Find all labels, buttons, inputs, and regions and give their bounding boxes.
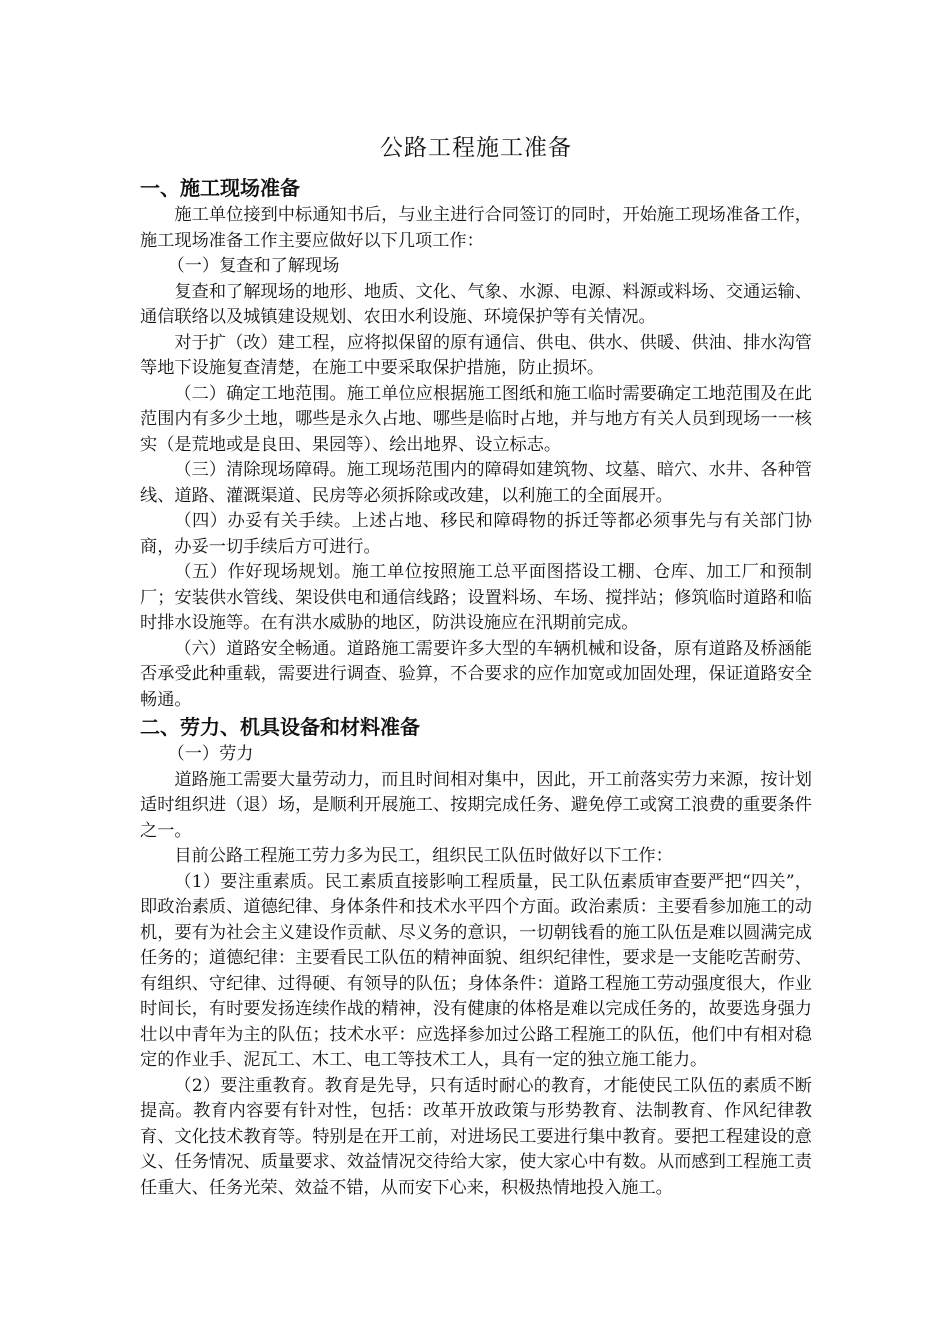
document-title: 公路工程施工准备 [380,135,572,161]
paragraph: （四）办妥有关手续。上述占地、移民和障碍物的拆迁等都必须事先与有关部门协商，办妥一切手续后方可进行。 [140,511,812,557]
paragraph: （三）清除现场障碍。施工现场范围内的障碍如建筑物、坟墓、暗穴、水井、各种管线、道路、灌溉渠道、民房等必须拆除或改建，以利施工的全面展开。 [140,460,812,506]
paragraph: 复查和了解现场的地形、地质、文化、气象、水源、电源、料源或料场、交通运输、通信联络以及城镇建设规划、农田水利设施、环境保护等有关情况。 [140,281,812,327]
subsection-heading: （一）复查和了解现场 [167,256,340,276]
paragraph: （五）作好现场规划。施工单位按照施工总平面图搭设工棚、仓库、加工厂和预制厂；安装供水管线、架设供电和通信线路；设置料场、车场、搅拌站；修筑临时道路和临时排水设施等。在有洪水威胁的地区，防洪设施应在汛期前完成。 [140,562,812,633]
subsection-heading: （一）劳力 [167,744,254,764]
paragraph: （1）要注重素质。民工素质直接影响工程质量，民工队伍素质审查要严把“四关”，即政治素质、道德纪律、身体条件和技术水平四个方面。政治素质：主要看参加施工的动机，要有为社会主义建设作贡献、尽义务的意识，一切朝钱看的施工队伍是难以圆满完成任务的；道德纪律：主要看民工队伍的精神面貌、组织纪律性，要求是一支能吃苦耐劳、有组织、守纪律、过得硬、有领导的队伍；身体条件：道路工程施工劳动强度很大，作业时间长，有时要发扬连续作战的精神，没有健康的体格是难以完成任务的，故要选身强力壮以中青年为主的队伍；技术水平：应选择参加过公路工程施工的队伍，他们中有相对稳定的作业手、泥瓦工、木工、电工等技术工人，具有一定的独立施工能力。 [140,871,812,1070]
paragraph: （六）道路安全畅通。道路施工需要许多大型的车辆机械和设备，原有道路及桥涵能否承受此种重载，需要进行调查、验算，不合要求的应作加宽或加固处理，保证道路安全畅通。 [140,638,812,710]
paragraph: 施工单位接到中标通知书后，与业主进行合同签订的同时，开始施工现场准备工作，施工现场准备工作主要应做好以下几项工作： [140,205,812,251]
paragraph: 目前公路工程施工劳力多为民工，组织民工队伍时做好以下工作： [174,846,673,866]
paragraph: 道路施工需要大量劳动力，而且时间相对集中，因此，开工前落实劳力来源，按计划适时组织进（退）场，是顺利开展施工、按期完成任务、避免停工或窝工浪费的重要条件之一。 [140,769,812,841]
section-heading-labor-equipment: 二、劳力、机具设备和材料准备 [140,715,420,739]
document-page [140,128,812,1201]
section-heading-site-preparation: 一、施工现场准备 [140,176,300,200]
paragraph: 对于扩（改）建工程，应将拟保留的原有通信、供电、供水、供暖、供油、排水沟管等地下设施复查清楚，在施工中要采取保护措施，防止损坏。 [140,332,812,378]
paragraph: （二）确定工地范围。施工单位应根据施工图纸和施工临时需要确定工地范围及在此范围内有多少土地，哪些是永久占地、哪些是临时占地，并与地方有关人员到现场一一核实（是荒地或是良田、果园等）、绘出地界、设立标志。 [140,383,812,455]
paragraph: （2）要注重教育。教育是先导，只有适时耐心的教育，才能使民工队伍的素质不断提高。教育内容要有针对性，包括：改革开放政策与形势教育、法制教育、作风纪律教育、文化技术教育等。特别是在开工前，对进场民工要进行集中教育。要把工程建设的意义、任务情况、质量要求、效益情况交待给大家，使大家心中有数。从而感到工程施工责任重大、任务光荣、效益不错，从而安下心来，积极热情地投入施工。 [140,1075,812,1198]
